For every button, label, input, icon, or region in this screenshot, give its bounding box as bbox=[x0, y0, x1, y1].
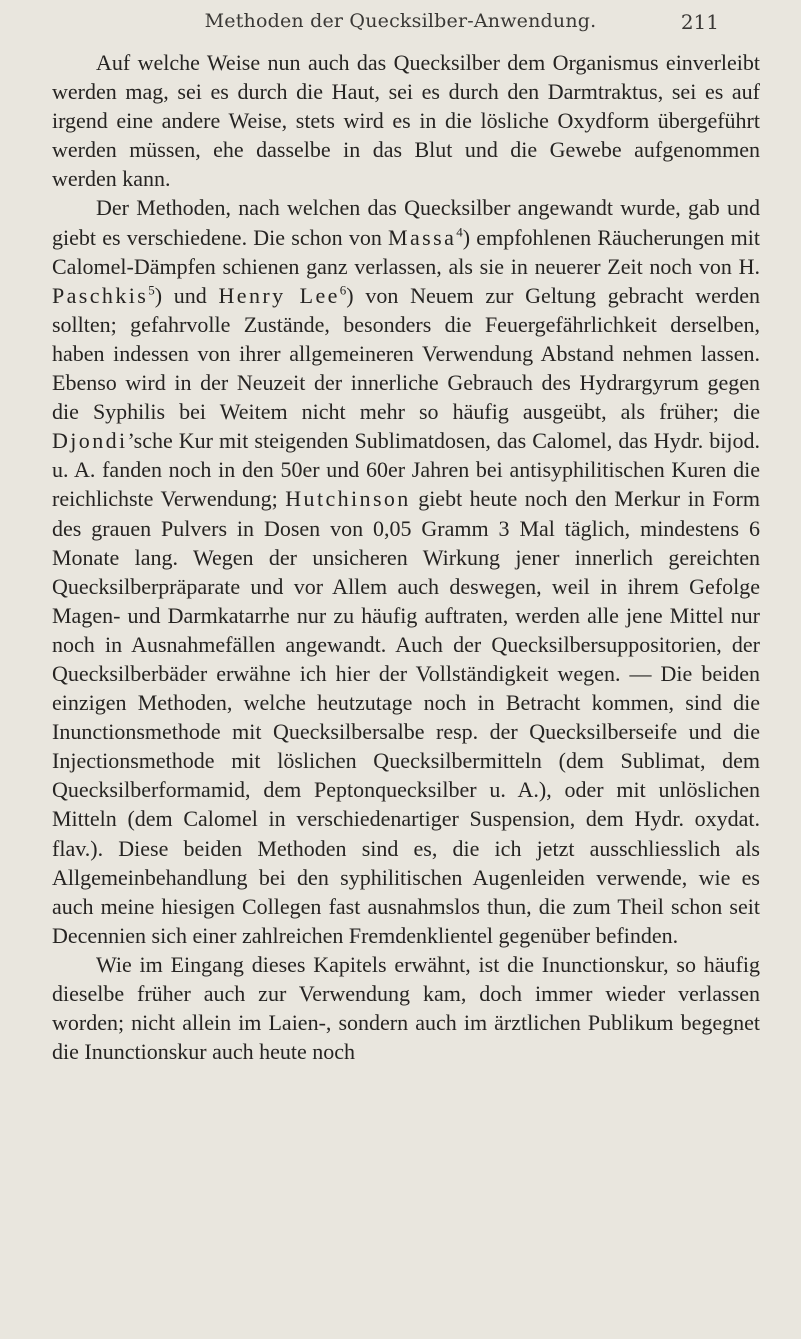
author-name-massa: Massa bbox=[388, 224, 457, 250]
text-run: Der Methoden, nach welchen das Quecksilber angewandt wurde, gab und giebt es verschiedene. Die schon von bbox=[52, 195, 760, 250]
footnote-ref-4: 4 bbox=[456, 224, 463, 240]
footnote-ref-5: 5 bbox=[148, 282, 155, 298]
paragraph-1 bbox=[52, 48, 760, 193]
author-name-hutchinson: Hutchinson bbox=[285, 486, 411, 512]
text-run: giebt heute noch den Merkur in Form des grauen Pulvers in Dosen von 0,05 Gramm 3 Mal täglich, mindestens 6 Monate lang. Wegen der unsicheren Wirkung jener innerlich gereichten Quecksilberpräparate und vor Allem auch deswegen, weil in ihrem Gefolge Magen- und Darmkatarrhe nur zu häufig auftraten, werden alle jene Mittel nur noch in Ausnahmefällen angewandt. Auch der Quecksilbersuppositorien, der Quecksilberbäder erwähne ich hier der Vollständigkeit wegen. — Die beiden einzigen Methoden, welche heutzutage noch in Betracht kommen, sind die Inunctionsmethode mit Quecksilbersalbe resp. der Quecksilberseife und die Injectionsmethode mit löslichen Quecksilbermitteln (dem Sublimat, dem Quecksilberformamid, dem Peptonquecksilber u. A.), oder mit unlöslichen Mitteln (dem Calomel in verschiedenartiger Suspension, dem Hydr. oxydat. flav.). Diese beiden Methoden sind es, die ich jetzt ausschliesslich als Allgemeinbehandlung bei den syphilitischen Augenleiden verwende, wie es auch meine hiesigen Collegen fast ausnahmslos thun, die zum Theil schon seit Decennien sich einer zahlreichen Fremdenklientel gegenüber befinden. bbox=[52, 486, 760, 948]
author-name-paschkis: Paschkis bbox=[52, 282, 149, 308]
page-number: 211 bbox=[680, 10, 719, 34]
running-head bbox=[0, 10, 801, 40]
author-name-henry-lee: Henry Lee bbox=[218, 282, 340, 308]
text-run: ) und bbox=[154, 282, 219, 308]
text-run: ) von Neuem zur Geltung gebracht werden sollten; gefahrvolle Zustände, besonders die Feuergefährlichkeit derselben, haben indessen von ihrer allgemeineren Verwendung Abstand nehmen lassen. Ebenso wird in der Neuzeit der innerliche Gebrauch des Hydrargyrum gegen die Syphilis bei Weitem nicht mehr so häufig ausgeübt, als früher; die bbox=[52, 282, 760, 425]
author-name-djondi: Djondi bbox=[52, 428, 128, 454]
footnote-ref-6: 6 bbox=[339, 282, 347, 298]
running-title: Methoden der Quecksilber-Anwendung. bbox=[204, 10, 597, 32]
text-run: Auf welche Weise nun auch das Quecksilber dem Organismus einverleibt werden mag, sei es durch die Haut, sei es durch den Darmtraktus, sei es auf irgend eine andere Weise, stets wird es in die lösliche Oxydform übergeführt werden müssen, ehe dasselbe in das Blut und die Gewebe aufgenommen werden kann. bbox=[52, 50, 760, 192]
body-text bbox=[52, 48, 760, 1066]
paragraph-3 bbox=[52, 950, 760, 1066]
text-run: Wie im Eingang dieses Kapitels erwähnt, ist die Inunctionskur, so häufig dieselbe früher auch zur Verwendung kam, doch immer wieder verlassen worden; nicht allein im Laien-, sondern auch im ärztlichen Publikum begegnet die Inunctionskur auch heute noch bbox=[52, 951, 760, 1065]
paragraph-2 bbox=[52, 193, 760, 949]
text-run: ’sche Kur mit steigenden Sublimatdosen, das Calomel, das Hydr. bijod. u. A. fanden noch in den 50er und 60er Jahren bei antisyphilitischen Kuren die reichlichste Verwendung; bbox=[52, 428, 760, 512]
text-run: ) empfohlenen Räucherungen mit Calomel-Dämpfen schienen ganz verlassen, als sie in neuerer Zeit noch von H. bbox=[52, 224, 760, 279]
